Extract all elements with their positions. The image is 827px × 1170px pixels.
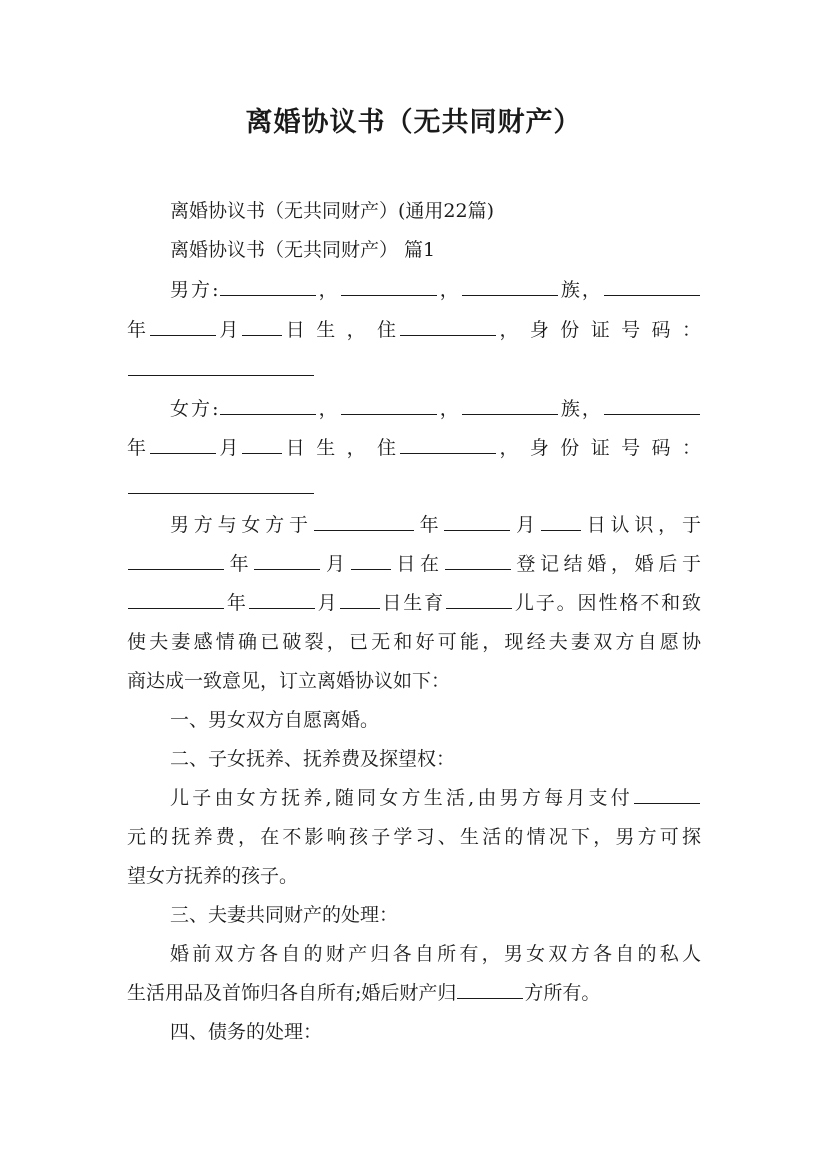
month-label: 月 — [321, 553, 350, 575]
address-blank — [400, 317, 496, 336]
woman-id-line — [127, 473, 701, 503]
month-label: 月 — [511, 514, 540, 536]
woman-birth-line — [127, 433, 701, 463]
owner-blank — [457, 980, 523, 999]
text: 儿子由女方抚养,随同女方生活,由男方每月支付 — [170, 787, 633, 809]
text: 方所有。 — [524, 982, 601, 1004]
month-blank — [150, 435, 216, 454]
year-blank — [314, 512, 414, 531]
birth-year-blank — [604, 277, 700, 296]
name-blank — [220, 396, 316, 415]
subtitle-line: 离婚协议书（无共同财产）(通用22篇) — [170, 200, 495, 222]
clause-2-heading: 二、子女抚养、抚养费及探望权： — [170, 748, 456, 770]
day-blank — [340, 590, 380, 609]
clause-4-heading: 四、债务的处理： — [170, 1021, 323, 1043]
man-info-line — [170, 275, 701, 305]
ethnicity-label: 族， — [558, 398, 603, 420]
text: 日在 — [391, 553, 444, 575]
comma: ， — [437, 398, 461, 420]
place-blank — [445, 551, 511, 570]
month-blank — [150, 317, 216, 336]
marriage-line-1 — [170, 510, 701, 540]
text: 儿子。因性格不和致 — [513, 592, 701, 614]
month-blank — [254, 551, 320, 570]
text: 登记结婚，婚后于 — [511, 553, 701, 575]
paragraph-line: 商达成一致意见，订立离婚协议如下： — [127, 670, 451, 692]
id-label: ， 身 份 证 号 码 ： — [496, 437, 701, 459]
id-blank — [128, 475, 314, 494]
gender-blank — [341, 396, 437, 415]
paragraph-line: 使夫妻感情确已破裂，已无和好可能，现经夫妻双方自愿协 — [127, 631, 701, 653]
ethnicity-blank — [462, 396, 558, 415]
gender-blank — [341, 277, 437, 296]
month-label: 月 — [216, 319, 242, 341]
document-title: 离婚协议书（无共同财产） — [245, 107, 582, 138]
text: 生活用品及首饰归各自所有;婚后财产归 — [127, 982, 457, 1004]
comma: ， — [316, 279, 340, 301]
text: 日生育 — [380, 592, 446, 614]
text: 日认识，于 — [581, 514, 701, 536]
ethnicity-label: 族， — [558, 279, 603, 301]
day-blank — [351, 551, 391, 570]
month-blank — [444, 512, 510, 531]
count-blank — [446, 590, 512, 609]
clause-3-line-2 — [127, 978, 701, 1008]
clause-2-line-2: 元的抚养费，在不影响孩子学习、生活的情况下，男方可探 — [127, 826, 701, 848]
month-label: 月 — [315, 592, 339, 614]
name-blank — [220, 277, 316, 296]
year-label: 年 — [225, 553, 254, 575]
clause-2-line-1 — [170, 783, 701, 813]
amount-blank — [634, 785, 700, 804]
day-blank — [242, 317, 282, 336]
woman-info-line — [170, 394, 701, 424]
ethnicity-blank — [462, 277, 558, 296]
year-blank — [128, 590, 224, 609]
year-label: 年 — [127, 437, 149, 459]
day-blank — [541, 512, 581, 531]
address-blank — [400, 435, 496, 454]
text: 男方与女方于 — [170, 514, 313, 536]
year-blank — [128, 551, 224, 570]
comma: ， — [437, 279, 461, 301]
birth-address-label: 日 生 ， 住 — [283, 437, 399, 459]
man-birth-line — [127, 315, 701, 345]
section-heading: 离婚协议书（无共同财产） 篇1 — [170, 239, 436, 261]
year-label: 年 — [225, 592, 248, 614]
birth-year-blank — [604, 396, 700, 415]
id-blank — [128, 357, 314, 376]
day-blank — [242, 435, 282, 454]
marriage-line-3 — [127, 588, 701, 618]
clause-2-line-3: 望女方抚养的孩子。 — [127, 865, 299, 887]
clause-3-heading: 三、夫妻共同财产的处理： — [170, 904, 399, 926]
year-label: 年 — [127, 319, 149, 341]
woman-label: 女方: — [170, 398, 219, 420]
comma: ， — [316, 398, 340, 420]
man-label: 男方: — [170, 279, 219, 301]
birth-address-label: 日 生 ， 住 — [283, 319, 399, 341]
clause-1: 一、男女双方自愿离婚。 — [170, 709, 380, 731]
man-id-line — [127, 355, 701, 385]
year-label: 年 — [414, 514, 444, 536]
month-blank — [249, 590, 315, 609]
month-label: 月 — [216, 437, 242, 459]
id-label: ， 身 份 证 号 码 ： — [496, 319, 701, 341]
clause-3-line-1: 婚前双方各自的财产归各自所有，男女双方各自的私人 — [170, 943, 701, 965]
marriage-line-2 — [127, 549, 701, 579]
